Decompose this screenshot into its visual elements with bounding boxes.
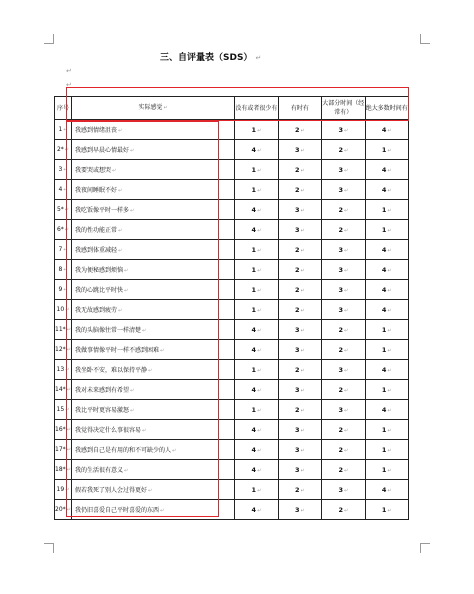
cell-end-mark-icon: ↵ [387, 287, 392, 294]
cell-end-mark-icon: ↵ [343, 327, 349, 334]
cell-end-mark-icon: ↵ [300, 347, 305, 354]
row-number[interactable]: 1↵ [55, 120, 72, 140]
cell-end-mark-icon: ↵ [63, 167, 68, 173]
row-score-often[interactable]: 3↵ [322, 280, 365, 300]
table-row [55, 300, 409, 320]
cell-end-mark-icon: ↵ [300, 187, 305, 194]
cell-end-mark-icon: ↵ [387, 427, 392, 434]
cell-end-mark-icon: ↵ [300, 367, 305, 374]
row-item-text[interactable]: 我的生活很有意义↵ [71, 460, 234, 480]
cell-end-mark-icon: ↵ [147, 368, 153, 374]
cell-end-mark-icon: ↵ [65, 307, 70, 313]
row-number[interactable]: 5*↵ [55, 200, 72, 220]
cell-end-mark-icon: ↵ [257, 307, 262, 314]
cell-end-mark-icon: ↵ [387, 487, 392, 494]
header-always[interactable]: 绝大多数时间有 [365, 97, 408, 120]
row-item-text[interactable]: 假若我死了别人会过得更好↵ [71, 480, 234, 500]
row-score-sometimes[interactable]: 3↵ [278, 420, 321, 440]
empty-paragraph-mark-icon: ↵ [66, 67, 72, 75]
table-header-row [55, 97, 409, 120]
table-row [55, 360, 409, 380]
cell-end-mark-icon: ↵ [343, 127, 349, 134]
cell-end-mark-icon: ↵ [65, 487, 70, 493]
row-number[interactable]: 19↵ [55, 480, 72, 500]
row-score-never[interactable]: 1↵ [235, 280, 278, 300]
row-score-never[interactable]: 4↵ [235, 420, 278, 440]
row-score-never[interactable]: 1↵ [235, 400, 278, 420]
cell-end-mark-icon: ↵ [343, 387, 349, 394]
cell-end-mark-icon: ↵ [300, 307, 305, 314]
row-item-text[interactable]: 我做事情像平时一样不感到困难↵ [71, 340, 234, 360]
cell-end-mark-icon: ↵ [300, 467, 305, 474]
cell-end-mark-icon: ↵ [123, 468, 129, 474]
row-number[interactable]: 10↵ [55, 300, 72, 320]
cell-end-mark-icon: ↵ [300, 407, 305, 414]
cell-end-mark-icon: ↵ [343, 447, 349, 454]
cell-end-mark-icon: ↵ [64, 207, 69, 213]
cell-end-mark-icon: ↵ [159, 348, 165, 354]
table-row [55, 180, 409, 200]
row-score-always[interactable]: 4↵ [365, 480, 408, 500]
page-corner-top-right [420, 34, 430, 44]
cell-end-mark-icon: ↵ [343, 307, 349, 314]
header-item[interactable]: 实际感觉↵ [71, 97, 234, 120]
cell-end-mark-icon: ↵ [129, 388, 135, 394]
cell-end-mark-icon: ↵ [257, 187, 262, 194]
row-item-text[interactable]: 我的头脑像往常一样清楚↵ [71, 320, 234, 340]
row-number[interactable]: 15↵ [55, 400, 72, 420]
row-score-often[interactable]: 3↵ [322, 300, 365, 320]
cell-end-mark-icon: ↵ [63, 127, 68, 133]
cell-end-mark-icon: ↵ [65, 407, 70, 413]
cell-end-mark-icon: ↵ [159, 508, 165, 514]
row-item-text[interactable]: 我坐卧不安，难以保持平静↵ [71, 360, 234, 380]
row-score-often[interactable]: 2↵ [322, 380, 365, 400]
cell-end-mark-icon: ↵ [257, 507, 262, 514]
row-number[interactable]: 20*↵ [55, 500, 72, 520]
cell-end-mark-icon: ↵ [343, 247, 349, 254]
row-score-always[interactable]: 4↵ [365, 260, 408, 280]
row-score-often[interactable]: 2↵ [322, 460, 365, 480]
cell-end-mark-icon: ↵ [300, 427, 305, 434]
row-score-sometimes[interactable]: 3↵ [278, 140, 321, 160]
row-item-text[interactable]: 我的性功能正常↵ [71, 220, 234, 240]
row-score-often[interactable]: 3↵ [322, 160, 365, 180]
row-score-never[interactable]: 1↵ [235, 480, 278, 500]
row-number[interactable]: 16*↵ [55, 420, 72, 440]
cell-end-mark-icon: ↵ [66, 447, 71, 453]
cell-end-mark-icon: ↵ [129, 208, 135, 214]
row-score-sometimes[interactable]: 2↵ [278, 160, 321, 180]
cell-end-mark-icon: ↵ [257, 327, 262, 334]
cell-end-mark-icon: ↵ [257, 387, 262, 394]
row-score-sometimes[interactable]: 3↵ [278, 320, 321, 340]
row-number[interactable]: 2*↵ [55, 140, 72, 160]
row-score-often[interactable]: 2↵ [322, 440, 365, 460]
row-score-never[interactable]: 4↵ [235, 220, 278, 240]
row-score-often[interactable]: 2↵ [322, 140, 365, 160]
row-score-often[interactable]: 3↵ [322, 260, 365, 280]
table-row [55, 480, 409, 500]
row-score-never[interactable]: 4↵ [235, 460, 278, 480]
row-number[interactable]: 7↵ [55, 240, 72, 260]
cell-end-mark-icon: ↵ [257, 287, 262, 294]
row-score-never[interactable]: 4↵ [235, 440, 278, 460]
row-score-often[interactable]: 3↵ [322, 400, 365, 420]
row-score-always[interactable]: 4↵ [365, 120, 408, 140]
row-score-sometimes[interactable]: 2↵ [278, 240, 321, 260]
row-item-text[interactable]: 我感到情绪沮丧↵ [71, 120, 234, 140]
cell-end-mark-icon: ↵ [63, 287, 68, 293]
cell-end-mark-icon: ↵ [300, 327, 305, 334]
page-corner-bottom-right [420, 543, 430, 553]
cell-end-mark-icon: ↵ [300, 267, 305, 274]
cell-end-mark-icon: ↵ [123, 268, 129, 274]
row-score-never[interactable]: 1↵ [235, 120, 278, 140]
row-item-text[interactable]: 我对未来感到有希望↵ [71, 380, 234, 400]
cell-end-mark-icon: ↵ [257, 207, 262, 214]
row-item-text[interactable]: 我夜间睡眠不好↵ [71, 180, 234, 200]
table-row [55, 220, 409, 240]
row-item-text[interactable]: 我感到体重减轻↵ [71, 240, 234, 260]
row-number[interactable]: 8↵ [55, 260, 72, 280]
cell-end-mark-icon: ↵ [300, 387, 305, 394]
cell-end-mark-icon: ↵ [387, 127, 392, 134]
row-score-often[interactable]: 2↵ [322, 220, 365, 240]
row-score-sometimes[interactable]: 3↵ [278, 460, 321, 480]
cell-end-mark-icon: ↵ [387, 267, 392, 274]
cell-end-mark-icon: ↵ [257, 427, 262, 434]
row-score-never[interactable]: 1↵ [235, 180, 278, 200]
row-score-often[interactable]: 3↵ [322, 360, 365, 380]
row-score-often[interactable]: 2↵ [322, 500, 365, 520]
table-row [55, 120, 409, 140]
cell-end-mark-icon: ↵ [63, 187, 68, 193]
cell-end-mark-icon: ↵ [257, 227, 262, 234]
cell-end-mark-icon: ↵ [343, 187, 349, 194]
cell-end-mark-icon: ↵ [63, 267, 68, 273]
page-corner-bottom-left [44, 543, 54, 553]
row-score-sometimes[interactable]: 2↵ [278, 120, 321, 140]
row-score-sometimes[interactable]: 3↵ [278, 200, 321, 220]
row-number[interactable]: 12*↵ [55, 340, 72, 360]
cell-end-mark-icon: ↵ [117, 128, 123, 134]
table-row [55, 140, 409, 160]
section-title-text: 三、自评量表（SDS） [160, 53, 253, 63]
section-title[interactable] [160, 50, 261, 63]
cell-end-mark-icon: ↵ [117, 188, 123, 194]
cell-end-mark-icon: ↵ [117, 308, 123, 314]
cell-end-mark-icon: ↵ [257, 367, 262, 374]
cell-end-mark-icon: ↵ [387, 447, 392, 454]
cell-end-mark-icon: ↵ [387, 467, 392, 474]
cell-end-mark-icon: ↵ [343, 427, 349, 434]
row-number[interactable]: 6*↵ [55, 220, 72, 240]
row-score-sometimes[interactable]: 3↵ [278, 500, 321, 520]
cell-end-mark-icon: ↵ [66, 467, 71, 473]
cell-end-mark-icon: ↵ [343, 287, 349, 294]
cell-end-mark-icon: ↵ [300, 127, 305, 134]
row-score-always[interactable]: 1↵ [365, 460, 408, 480]
row-score-often[interactable]: 3↵ [322, 240, 365, 260]
cell-end-mark-icon: ↵ [257, 127, 262, 134]
row-score-sometimes[interactable]: 3↵ [278, 440, 321, 460]
cell-end-mark-icon: ↵ [117, 248, 123, 254]
cell-end-mark-icon: ↵ [129, 148, 135, 154]
row-item-text[interactable]: 我比平时更容易激怒↵ [71, 400, 234, 420]
row-score-often[interactable]: 2↵ [322, 340, 365, 360]
table-row [55, 340, 409, 360]
row-score-never[interactable]: 1↵ [235, 260, 278, 280]
cell-end-mark-icon: ↵ [257, 167, 262, 174]
row-score-sometimes[interactable]: 2↵ [278, 400, 321, 420]
row-score-sometimes[interactable]: 2↵ [278, 300, 321, 320]
row-score-always[interactable]: 4↵ [365, 300, 408, 320]
paragraph-mark-icon: ↵ [255, 54, 262, 62]
row-score-sometimes[interactable]: 2↵ [278, 480, 321, 500]
row-score-often[interactable]: 2↵ [322, 420, 365, 440]
row-score-never[interactable]: 4↵ [235, 320, 278, 340]
row-number[interactable]: 17*↵ [55, 440, 72, 460]
row-score-often[interactable]: 3↵ [322, 120, 365, 140]
row-score-sometimes[interactable]: 2↵ [278, 260, 321, 280]
cell-end-mark-icon: ↵ [343, 227, 349, 234]
empty-paragraph-mark-icon: ↵ [66, 81, 72, 89]
row-score-never[interactable]: 4↵ [235, 140, 278, 160]
cell-end-mark-icon: ↵ [66, 387, 71, 393]
row-number[interactable]: 3↵ [55, 160, 72, 180]
row-score-often[interactable]: 2↵ [322, 200, 365, 220]
row-score-always[interactable]: 1↵ [365, 320, 408, 340]
row-score-never[interactable]: 1↵ [235, 300, 278, 320]
cell-end-mark-icon: ↵ [63, 247, 68, 253]
row-score-always[interactable]: 1↵ [365, 500, 408, 520]
row-score-never[interactable]: 4↵ [235, 340, 278, 360]
row-item-text[interactable]: 我觉得决定什么事很容易↵ [71, 420, 234, 440]
cell-end-mark-icon: ↵ [300, 287, 305, 294]
cell-end-mark-icon: ↵ [343, 367, 349, 374]
cell-end-mark-icon: ↵ [66, 427, 71, 433]
cell-end-mark-icon: ↵ [300, 487, 305, 494]
cell-end-mark-icon: ↵ [387, 187, 392, 194]
table-row [55, 380, 409, 400]
cell-end-mark-icon: ↵ [64, 147, 69, 153]
cell-end-mark-icon: ↵ [343, 207, 349, 214]
cell-end-mark-icon: ↵ [129, 408, 135, 414]
row-number[interactable]: 4↵ [55, 180, 72, 200]
row-item-text[interactable]: 我为便秘感到烦恼↵ [71, 260, 234, 280]
table-row [55, 460, 409, 480]
row-item-text[interactable]: 我感到自己是有用的和不可缺少的人↵ [71, 440, 234, 460]
cell-end-mark-icon: ↵ [387, 307, 392, 314]
cell-end-mark-icon: ↵ [387, 347, 392, 354]
cell-end-mark-icon: ↵ [300, 207, 305, 214]
header-sometimes[interactable]: 有时有 [278, 97, 321, 120]
cell-end-mark-icon: ↵ [257, 447, 262, 454]
row-number[interactable]: 11*↵ [55, 320, 72, 340]
cell-end-mark-icon: ↵ [343, 347, 349, 354]
cell-end-mark-icon: ↵ [343, 467, 349, 474]
cell-end-mark-icon: ↵ [387, 247, 392, 254]
cell-end-mark-icon: ↵ [387, 367, 392, 374]
cell-end-mark-icon: ↵ [257, 347, 262, 354]
row-score-always[interactable]: 1↵ [365, 440, 408, 460]
row-score-always[interactable]: 4↵ [365, 400, 408, 420]
cell-end-mark-icon: ↵ [343, 267, 349, 274]
cell-end-mark-icon: ↵ [343, 147, 349, 154]
table-row [55, 500, 409, 520]
cell-end-mark-icon: ↵ [66, 327, 71, 333]
row-item-text[interactable]: 我要哭或想哭↵ [71, 160, 234, 180]
cell-end-mark-icon: ↵ [387, 507, 392, 514]
cell-end-mark-icon: ↵ [117, 228, 123, 234]
row-item-text[interactable]: 我感到早晨心情最好↵ [71, 140, 234, 160]
cell-end-mark-icon: ↵ [147, 488, 153, 494]
row-score-always[interactable]: 4↵ [365, 280, 408, 300]
cell-end-mark-icon: ↵ [300, 167, 305, 174]
row-item-text[interactable]: 我吃饭像平时一样多↵ [71, 200, 234, 220]
row-item-text[interactable]: 我的心跳比平时快↵ [71, 280, 234, 300]
table-row [55, 160, 409, 180]
row-number[interactable]: 18*↵ [55, 460, 72, 480]
row-score-sometimes[interactable]: 2↵ [278, 360, 321, 380]
cell-end-mark-icon: ↵ [300, 507, 305, 514]
header-never[interactable]: 没有或者很少有 [235, 97, 278, 120]
row-score-always[interactable]: 4↵ [365, 360, 408, 380]
cell-end-mark-icon: ↵ [343, 507, 349, 514]
cell-end-mark-icon: ↵ [387, 147, 392, 154]
cell-end-mark-icon: ↵ [387, 227, 392, 234]
table-row [55, 440, 409, 460]
table-row [55, 280, 409, 300]
cell-end-mark-icon: ↵ [257, 487, 262, 494]
row-number[interactable]: 14*↵ [55, 380, 72, 400]
row-item-text[interactable]: 我无故感到疲劳↵ [71, 300, 234, 320]
row-score-always[interactable]: 1↵ [365, 420, 408, 440]
row-number[interactable]: 13↵ [55, 360, 72, 380]
cell-end-mark-icon: ↵ [66, 347, 71, 353]
cell-end-mark-icon: ↵ [257, 407, 262, 414]
row-score-often[interactable]: 3↵ [322, 480, 365, 500]
header-often[interactable]: 大部分时间（经常有） [322, 97, 365, 120]
row-number[interactable]: 9↵ [55, 280, 72, 300]
row-score-sometimes[interactable]: 3↵ [278, 340, 321, 360]
row-score-always[interactable]: 1↵ [365, 200, 408, 220]
table-row [55, 400, 409, 420]
cell-end-mark-icon: ↵ [387, 327, 392, 334]
cell-end-mark-icon: ↵ [141, 328, 147, 334]
cell-end-mark-icon: ↵ [257, 467, 262, 474]
cell-end-mark-icon: ↵ [343, 487, 349, 494]
row-score-never[interactable]: 1↵ [235, 240, 278, 260]
table-row [55, 240, 409, 260]
cell-end-mark-icon: ↵ [300, 447, 305, 454]
cell-end-mark-icon: ↵ [171, 448, 177, 454]
row-score-never[interactable]: 4↵ [235, 200, 278, 220]
row-score-always[interactable]: 4↵ [365, 160, 408, 180]
cell-end-mark-icon: ↵ [257, 267, 262, 274]
cell-end-mark-icon: ↵ [343, 407, 349, 414]
table-row [55, 200, 409, 220]
cell-end-mark-icon: ↵ [257, 247, 262, 254]
row-score-always[interactable]: 4↵ [365, 180, 408, 200]
cell-end-mark-icon: ↵ [387, 207, 392, 214]
row-score-never[interactable]: 1↵ [235, 360, 278, 380]
table-row [55, 260, 409, 280]
table-row [55, 420, 409, 440]
row-score-always[interactable]: 4↵ [365, 240, 408, 260]
cell-end-mark-icon: ↵ [387, 387, 392, 394]
table-row [55, 320, 409, 340]
cell-end-mark-icon: ↵ [257, 147, 262, 154]
cell-end-mark-icon: ↵ [111, 168, 117, 174]
row-score-always[interactable]: 1↵ [365, 380, 408, 400]
row-score-often[interactable]: 2↵ [322, 320, 365, 340]
row-score-never[interactable]: 4↵ [235, 380, 278, 400]
cell-end-mark-icon: ↵ [387, 407, 392, 414]
row-score-always[interactable]: 1↵ [365, 340, 408, 360]
page-corner-top-left [44, 34, 54, 44]
cell-end-mark-icon: ↵ [343, 167, 349, 174]
cell-end-mark-icon: ↵ [300, 227, 305, 234]
cell-end-mark-icon: ↵ [141, 428, 147, 434]
row-score-sometimes[interactable]: 2↵ [278, 280, 321, 300]
cell-end-mark-icon: ↵ [64, 227, 69, 233]
row-score-never[interactable]: 4↵ [235, 500, 278, 520]
row-score-sometimes[interactable]: 3↵ [278, 380, 321, 400]
row-score-always[interactable]: 1↵ [365, 140, 408, 160]
cell-end-mark-icon: ↵ [66, 507, 71, 513]
header-no[interactable]: 序号 [55, 97, 72, 120]
cell-end-mark-icon: ↵ [300, 247, 305, 254]
sds-table [54, 96, 409, 520]
row-score-always[interactable]: 1↵ [365, 220, 408, 240]
cell-end-mark-icon: ↵ [123, 288, 129, 294]
cell-end-mark-icon: ↵ [65, 367, 70, 373]
cell-end-mark-icon: ↵ [300, 147, 305, 154]
row-score-often[interactable]: 3↵ [322, 180, 365, 200]
row-score-sometimes[interactable]: 2↵ [278, 180, 321, 200]
row-score-never[interactable]: 1↵ [235, 160, 278, 180]
row-score-sometimes[interactable]: 3↵ [278, 220, 321, 240]
cell-end-mark-icon: ↵ [387, 167, 392, 174]
row-item-text[interactable]: 我仍旧喜爱自己平时喜爱的东西↵ [71, 500, 234, 520]
